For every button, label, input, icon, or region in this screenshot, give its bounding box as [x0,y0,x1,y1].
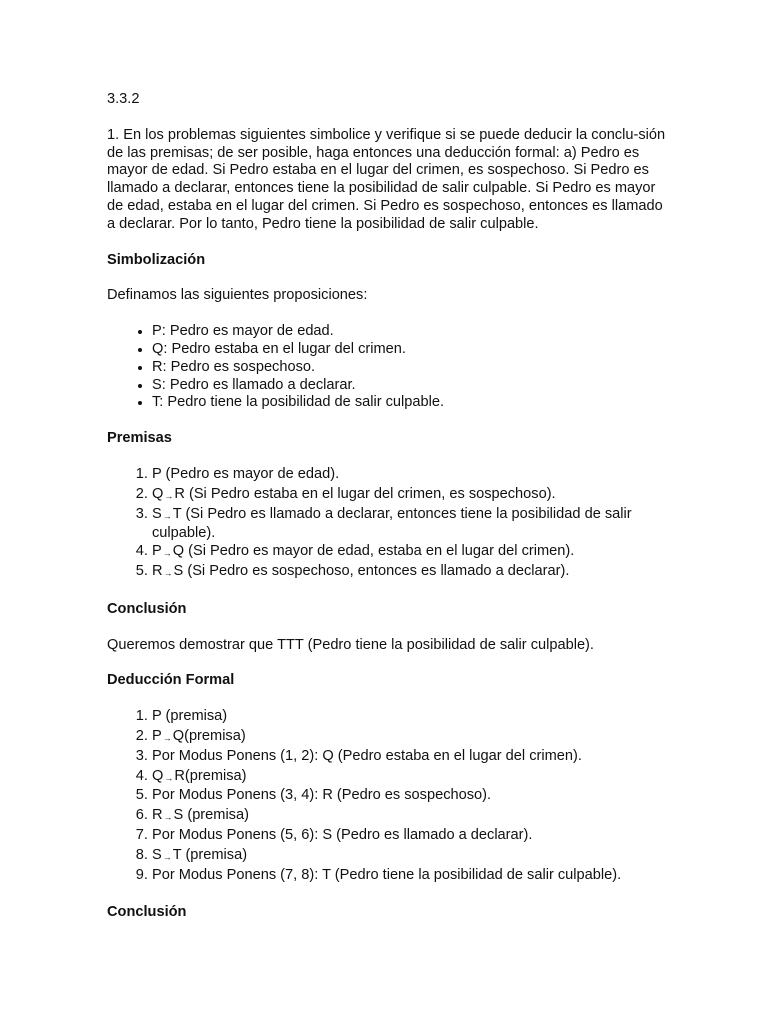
heading-deduccion: Deducción Formal [107,672,235,689]
list-item: 9. Por Modus Ponens (7, 8): T (Pedro tiene la posibilidad de salir culpable). [152,867,667,887]
list-item: 3. S→T (Si Pedro es llamado a declarar, entonces tiene la posibilidad de salir culpable). [152,506,667,544]
document-page [107,91,667,940]
conclusion-text: Queremos demostrar que TTT (Pedro tiene la posibilidad de salir culpable). [107,636,594,653]
list-item: 6. R→S (premisa) [152,807,667,827]
list-item: • T: Pedro tiene la posibilidad de salir culpable. [152,394,667,412]
premisas-list [107,466,667,583]
list-item: • R: Pedro es sospechoso. [152,359,667,377]
section-number: 3.3.2 [107,91,140,107]
heading-conclusion-final: Conclusión [107,904,187,921]
list-item: 2. P→Q(premisa) [152,728,667,748]
list-item: 4. Q→R(premisa) [152,768,667,788]
list-item: 1. P (premisa) [152,708,667,728]
list-item: 4. P→Q (Si Pedro es mayor de edad, estaba en el lugar del crimen). [152,543,667,563]
propositions-list [107,323,667,412]
list-item: 7. Por Modus Ponens (5, 6): S (Pedro es llamado a declarar). [152,827,667,847]
list-item: 1. P (Pedro es mayor de edad). [152,466,667,486]
list-item: • Q: Pedro estaba en el lugar del crimen. [152,341,667,359]
list-item: 3. Por Modus Ponens (1, 2): Q (Pedro estaba en el lugar del crimen). [152,748,667,768]
heading-conclusion: Conclusión [107,600,187,617]
list-item: 5. R→S (Si Pedro es sospechoso, entonces es llamado a declarar). [152,563,667,583]
simbolizacion-intro: Definamos las siguientes proposiciones: [107,287,368,304]
list-item: 8. S→T (premisa) [152,847,667,867]
list-item: • S: Pedro es llamado a declarar. [152,377,667,395]
list-item: 5. Por Modus Ponens (3, 4): R (Pedro es sospechoso). [152,787,667,807]
problem-statement: 1. En los problemas siguientes simbolice y verifique si se puede deducir la conclu-sión de las premisas; de ser posible, haga entonces una deducción formal: a) Pedro es mayor de edad. Si Pedro estaba en el lugar del crimen, es sospechoso. Si Pedro es llamado a declarar, entonces tiene la posibilidad de salir culpable. Si Pedro es mayor de edad, estaba en el lugar del crimen. Si Pedro es sospechoso, entonces es llamado a declarar. Por lo tanto, Pedro tiene la posibilidad de salir culpable. [107,126,666,232]
list-item: • P: Pedro es mayor de edad. [152,323,667,341]
heading-premisas: Premisas [107,430,172,447]
heading-simbolizacion: Simbolización [107,251,206,268]
list-item: 2. Q→R (Si Pedro estaba en el lugar del crimen, es sospechoso). [152,486,667,506]
deduccion-list [107,708,667,886]
